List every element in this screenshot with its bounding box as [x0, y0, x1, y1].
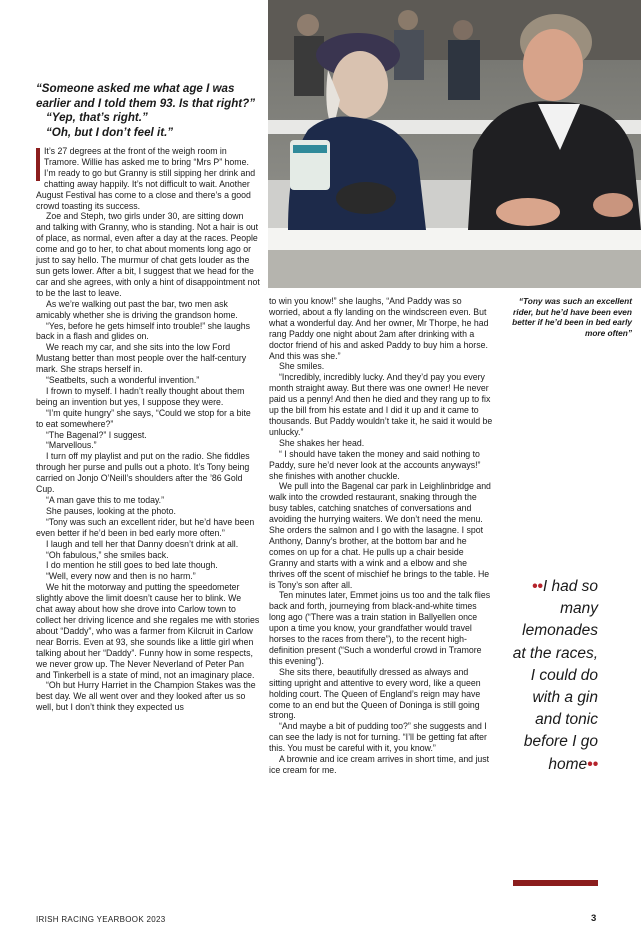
article-paragraph: “Incredibly, incredibly lucky. And they’d pay you every month straight away. But there was one owner! He never paid us a penny! And then he died and they rang up to fix up the bill from his estate and I did it up and it came to thousands. But Paddy wouldn’t take it, he said it would be unlucky.”	[269, 372, 493, 437]
article-paragraph: A brownie and ice cream arrives in short time, and just ice cream for me.	[269, 754, 490, 775]
intro-quote-line: “Oh, but I don’t feel it.”	[46, 125, 174, 139]
article-paragraph: I frown to myself. I hadn’t really thought about them being an invention but yes, I suppose they were.	[36, 385, 245, 407]
intro-quote-line: “Someone asked me what age I was earlier and I told them 93. Is that right?”	[36, 82, 256, 110]
feature-photo	[268, 0, 641, 288]
article-paragraph: She shakes her head.	[279, 437, 365, 448]
article-paragraph: “The Bagenal?” I suggest.	[46, 429, 147, 440]
article-paragraph: I do mention he still goes to bed late though.	[46, 560, 218, 571]
photo-caption: “Tony was such an excellent rider, but he’d have been even better if he’d been in bed early more often”	[512, 296, 632, 338]
article-paragraph: We hit the motorway and putting the speedometer slightly above the limit doesn’t cause her to blink. We chat away about how she drove into Carlow town to collect her driving licence and she regales me with stories about “Daddy”, who was a farmer from Kilcruit in Carlow near Borris. Even at 93, she sounds like a little girl when talking about her “Daddy”. Funny how in some respects, we never grow up. The Never Neverland of Peter Pan and Tinkerbell is a state of mind, not an imaginary place.	[36, 582, 260, 680]
article-paragraph: “Oh but Hurry Harriet in the Champion Stakes was the best day. We all went over and they looked after us so well, but I don’t think they expected us	[36, 680, 256, 713]
open-quote-mark: ••	[531, 578, 543, 595]
intro-quote-line: “Yep, that’s right.”	[46, 111, 148, 125]
article-paragraph: “ I should have taken the money and said nothing to Paddy, sure he’d never look at the accounts anyways!” she finishes with another chuckle.	[269, 448, 481, 481]
article-column-1	[36, 146, 260, 713]
article-paragraph: “Yes, before he gets himself into trouble!” she laughs back in a flash and glides on.	[36, 320, 250, 342]
publication-footer: IRISH RACING YEARBOOK 2023	[36, 915, 166, 924]
article-paragraph: Zoe and Steph, two girls under 30, are sitting down and talking with Granny, who is standing. Not a hair is out of place, as normal, even after a day at the races. People come and go to her, to chat about moments long ago or just to say hello. The murmur of chat gets louder as the sun gets lower. After a bit, I suggest that we head for the car and she agrees, with only a hint of disappointment not to be the last to leave.	[36, 211, 260, 298]
article-paragraph: to win you know!” she laughs, “And Paddy was so worried, about a fly landing on the windscreen even. But what a wonderful day. And her owner, Mr Thorpe, he had rang Paddy one night about 2am after drinking with a doctor friend of his and asked Paddy to buy him a horse. And this was she.”	[269, 296, 489, 361]
article-paragraph: “Well, every now and then is no harm.”	[46, 571, 196, 582]
close-quote-mark: ••	[587, 755, 598, 773]
article-column-2	[269, 296, 493, 776]
drop-cap-bar	[36, 148, 40, 181]
article-paragraph: “Seatbelts, such a wonderful invention.”	[46, 375, 200, 386]
article-paragraph: Ten minutes later, Emmet joins us too and the talk flies back and forth, journeying from black-and-white times long ago (“There was a train station in Ballyellen once upon a time you know, your grandfather would travel horses to the races from there”), to the recent high-definition present (“Such a wonderful crowd in Tramore this evening”).	[269, 590, 491, 666]
article-paragraph: She pauses, looking at the photo.	[46, 505, 176, 516]
pull-quote-text: I had so many lemonades at the races, I could do with a gin and tonic before I go home	[512, 578, 598, 773]
article-paragraph: I laugh and tell her that Danny doesn’t drink at all.	[46, 538, 239, 549]
article-paragraph: As we’re walking out past the bar, two men ask amicably whether she is driving the grandson home.	[36, 298, 238, 320]
pull-quote	[510, 576, 598, 776]
article-paragraph	[36, 146, 260, 211]
article-paragraph: “A man gave this to me today.”	[46, 495, 165, 505]
article-paragraph: She smiles.	[279, 361, 325, 372]
article-paragraph: “I’m quite hungry” she says, “Could we stop for a bite to eat somewhere?”	[36, 407, 251, 429]
article-paragraph: “Marvellous.”	[46, 440, 97, 451]
article-paragraph: We pull into the Bagenal car park in Leighlinbridge and walk into the crowded restaurant, snaking through the busy tables, catching snatches of conversations and avoiding the hurrying waiters. We don’t need the menu. She orders the salmon and I go with the lasagne. I spot Anthony, Danny’s brother, at the bottom bar and he comes on up for a chat. He pulls up a chair beside Granny and starts with a wink and a elbow and she thrives off the scent of mischief he brings to the table. He is Tony’s son after all.	[269, 481, 491, 590]
racecourse-photo-illustration	[268, 0, 641, 288]
article-paragraph: “Oh fabulous,” she smiles back.	[46, 549, 169, 560]
article-paragraph: She sits there, beautifully dressed as always and sitting upright and attentive to every word, like a queen holding court. The Queen of England’s reign may have come to an end but the Queen of Doninga is still going strong.	[269, 666, 481, 721]
page-number: 3	[591, 913, 597, 924]
article-paragraph: “And maybe a bit of pudding too?” she suggests and I can see the lady is not for turning. “I’ll be getting fat after this. You must be careful with it, you know.”	[269, 721, 487, 754]
article-paragraph: We reach my car, and she sits into the low Ford Mustang better than most people over the half-century mark. She straps herself in.	[36, 342, 247, 375]
article-paragraph: I turn off my playlist and put on the radio. She fiddles through her purse and pulls out a photo. It’s Tony being carried on Jonjo O’Neill’s shoulders after the ’86 Gold Cup.	[36, 451, 250, 495]
pull-quote-rule	[513, 880, 598, 886]
intro-quote	[36, 82, 268, 140]
article-paragraph: “Tony was such an excellent rider, but he’d have been even better if he’d been in bed early more often.”	[36, 516, 255, 538]
paragraph-text: It’s 27 degrees at the front of the weigh room in Tramore. Willie has asked me to bring “Mrs P” home. I’m ready to go but Granny is still sipping her drink and chatting away happily. It’s not difficult to wait. Another August Festival has come to a close and there’s a good crowd toasting its success.	[36, 146, 256, 211]
